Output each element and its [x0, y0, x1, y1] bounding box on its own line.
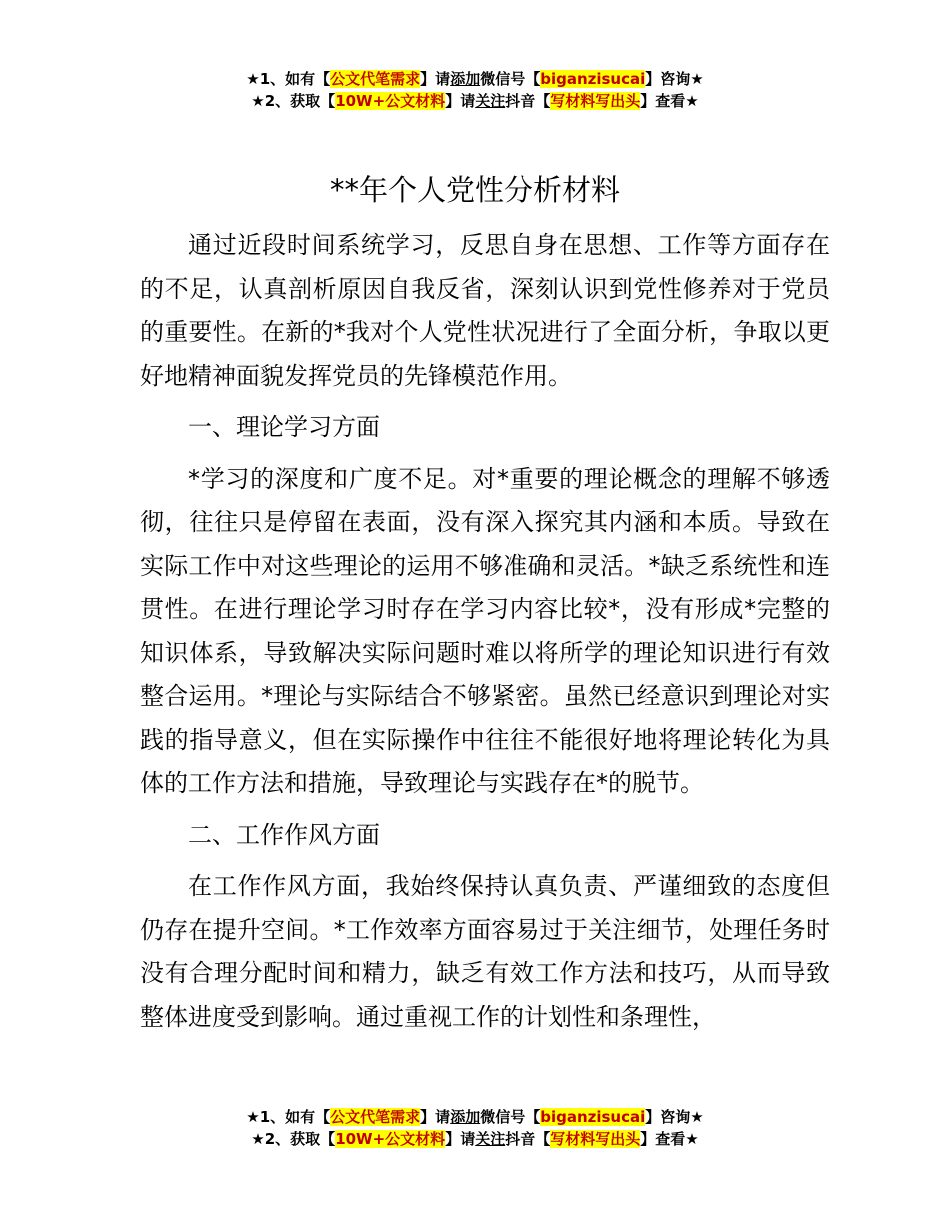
- section-heading-1: 一、理论学习方面: [188, 413, 380, 441]
- banner-highlight: 10W+公文材料: [335, 1130, 446, 1148]
- banner-text: ★1、如有【: [246, 1108, 331, 1126]
- banner-line-2: [0, 1128, 950, 1150]
- banner-text: 】查看★: [640, 1130, 699, 1148]
- banner-highlight: 公文代笔需求: [330, 70, 421, 88]
- banner-line-1: [0, 1106, 950, 1128]
- banner-line-2: [0, 90, 950, 112]
- paragraph-workstyle: 在工作作风方面，我始终保持认真负责、严谨细致的态度但仍存在提升空间。*工作效率方面容易过于关注细节，处理任务时没有合理分配时间和精力，缺乏有效工作方法和技巧，从而导致整体进度受到影响。通过重视工作的计划性和条理性，: [140, 872, 830, 1031]
- paragraph-intro: 通过近段时间系统学习，反思自身在思想、工作等方面存在的不足，认真剖析原因自我反省，深刻认识到党性修养对于党员的重要性。在新的*我对个人党性状况进行了全面分析，争取以更好地精神面貌发挥党员的先锋模范作用。: [140, 231, 830, 390]
- banner-highlight: 写材料写出头: [550, 1130, 641, 1148]
- banner-text: ★2、获取【: [251, 92, 336, 110]
- banner-text: ★1、如有【: [246, 70, 331, 88]
- banner-text: 抖音【: [505, 92, 551, 110]
- banner-highlight: 10W+公文材料: [335, 92, 446, 110]
- banner-highlight: biganzisucai: [540, 70, 646, 88]
- banner-line-1: [0, 68, 950, 90]
- banner-text: 】请: [445, 1130, 476, 1148]
- banner-text: 微信号【: [480, 1108, 541, 1126]
- header-banner: [0, 68, 950, 112]
- document-body: [140, 224, 830, 1047]
- banner-text: 】请: [420, 1108, 451, 1126]
- section-heading-2: 二、工作作风方面: [188, 820, 380, 849]
- banner-text: 】咨询★: [645, 1108, 704, 1126]
- document-title: **年个人党性分析材料: [329, 173, 620, 207]
- banner-underlined: 添加: [450, 70, 481, 88]
- banner-text: ★2、获取【: [251, 1130, 336, 1148]
- banner-underlined: 关注: [475, 92, 506, 110]
- banner-text: 】请: [445, 92, 476, 110]
- banner-text: 】查看★: [640, 92, 699, 110]
- banner-highlight: 公文代笔需求: [330, 1108, 421, 1126]
- banner-highlight: biganzisucai: [540, 1108, 646, 1126]
- paragraph-theory: *学习的深度和广度不足。对*重要的理论概念的理解不够透彻，往往只是停留在表面，没有深入探究其内涵和本质。导致在实际工作中对这些理论的运用不够准确和灵活。*缺乏系统性和连贯性。在进行理论学习时存在学习内容比较*，没有形成*完整的知识体系，导致解决实际问题时难以将所学的理论知识进行有效整合运用。*理论与实际结合不够紧密。虽然已经意识到理论对实践的指导意义，但在实际操作中往往不能很好地将理论转化为具体的工作方法和措施，导致理论与实践存在*的脱节。: [140, 464, 830, 797]
- banner-underlined: 关注: [475, 1130, 506, 1148]
- banner-text: 微信号【: [480, 70, 541, 88]
- footer-banner: [0, 1106, 950, 1150]
- banner-highlight: 写材料写出头: [550, 92, 641, 110]
- banner-text: 】咨询★: [645, 70, 704, 88]
- banner-text: 】请: [420, 70, 451, 88]
- banner-underlined: 添加: [450, 1108, 481, 1126]
- banner-text: 抖音【: [505, 1130, 551, 1148]
